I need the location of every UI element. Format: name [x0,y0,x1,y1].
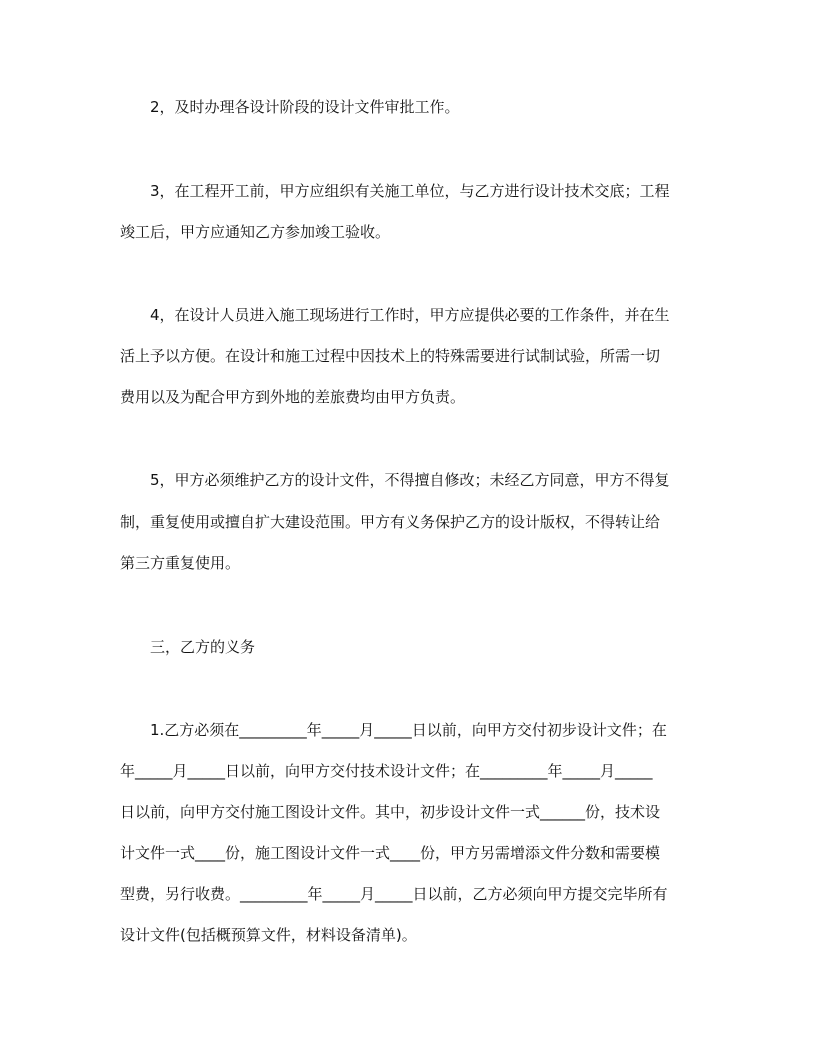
obligation-1-line-6: 设计文件(包括概预算文件，材料设备清单)。 [120,926,417,944]
section-heading: 三，乙方的义务 [150,638,256,656]
clause-4-line-2: 活上予以方便。在设计和施工过程中因技术上的特殊需要进行试制试验，所需一切 [120,347,661,365]
clause-4-line-1: 4，在设计人员进入施工现场进行工作时，甲方应提供必要的工作条件，并在生 [150,306,670,324]
clause-3-line-1: 3，在工程开工前，甲方应组织有关施工单位，与乙方进行设计技术交底；工程 [150,182,670,200]
clause-5-line-2: 制，重复使用或擅自扩大建设范围。甲方有义务保护乙方的设计版权，不得转让给 [120,513,661,531]
clause-2-line-1: 2，及时办理各设计阶段的设计文件审批工作。 [150,98,460,116]
clause-5-line-1: 5，甲方必须维护乙方的设计文件，不得擅自修改；未经乙方同意，甲方不得复 [150,471,670,489]
clause-5-line-3: 第三方重复使用。 [120,554,241,572]
obligation-1-line-4: 计文件一式____份，施工图设计文件一式____份，甲方另需增添文件分数和需要模 [120,844,661,862]
obligation-1-line-1: 1.乙方必须在_________年_____月_____日以前，向甲方交付初步设计文件；在 [150,721,667,739]
obligation-1-line-5: 型费，另行收费。_________年_____月_____日以前，乙方必须向甲方提交完毕所有 [120,885,668,903]
clause-4-line-3: 费用以及为配合甲方到外地的差旅费均由甲方负责。 [120,388,466,406]
obligation-1-line-2: 年_____月_____日以前，向甲方交付技术设计文件；在_________年_____月_____ [120,762,653,780]
clause-3-line-2: 竣工后，甲方应通知乙方参加竣工验收。 [120,223,391,241]
obligation-1-line-3: 日以前，向甲方交付施工图设计文件。其中，初步设计文件一式______份，技术设 [120,803,661,821]
